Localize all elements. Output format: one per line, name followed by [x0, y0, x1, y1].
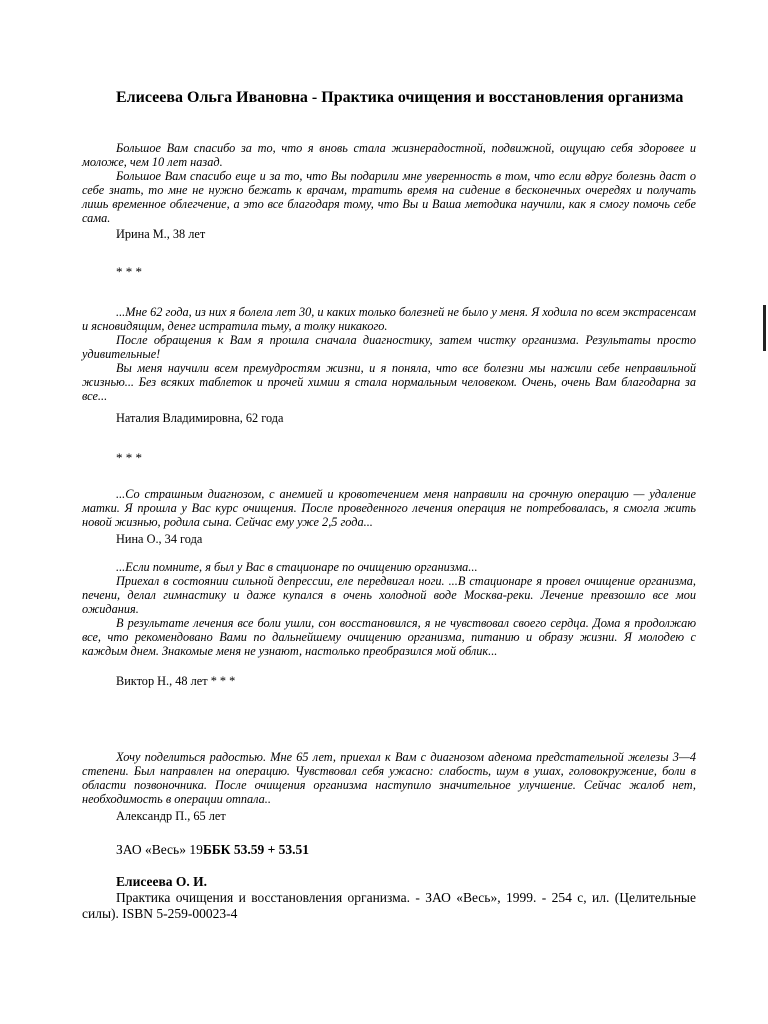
document-title: Елисеева Ольга Ивановна - Практика очищения и восстановления организма [116, 89, 684, 106]
testimonial-signature: Нина О., 34 года [116, 532, 203, 546]
testimonial-2 [82, 305, 696, 425]
page-edge-mark [763, 305, 766, 351]
testimonial-paragraph: ...Мне 62 года, из них я болела лет 30, и каких только болезней не было у меня. Я ходила по всем экстрасенсам и ясновидящим, денег истратила тьму, а толку никакого. [82, 305, 696, 333]
testimonial-paragraph: Большое Вам спасибо за то, что я вновь стала жизнерадостной, подвижной, ощущаю себя здоровее и моложе, чем 10 лет назад. [82, 141, 696, 169]
testimonial-3 [82, 487, 696, 546]
testimonial-paragraph: После обращения к Вам я прошла сначала диагностику, затем чистку организма. Результаты просто удивительные! [82, 333, 696, 361]
section-separator: * * * [116, 450, 142, 465]
testimonial-4 [82, 560, 696, 688]
testimonial-paragraph: Большое Вам спасибо еще и за то, что Вы подарили мне уверенность в том, что если вдруг болезнь даст о себе знать, то мне не нужно бежать к врачам, тратить время на сидение в бесконечных очередях и получать лишь временное облегчение, а это все благодаря тому, что Вы и Ваша методика научили, как я смогу помочь себе сама. [82, 169, 696, 225]
bbk-classification: ББК 53.59 + 53.51 [202, 842, 310, 857]
book-description: Практика очищения и восстановления организма. - ЗАО «Весь», 1999. - 254 с, ил. (Целительные силы). ISBN 5-259-00023-4 [82, 890, 696, 921]
book-author: Елисеева О. И. [116, 874, 208, 889]
testimonial-paragraph: В результате лечения все боли ушли, сон восстановился, я не чувствовал своего сердца. Дома я продолжаю все, что рекомендовано Вами по дальнейшему очищению организма, питанию и образу жизни. Я молодею с каждым днем. Знакомые меня не узнают, настолько преобразился мой облик... [82, 616, 696, 658]
testimonial-signature: Ирина М., 38 лет [116, 227, 206, 241]
testimonial-signature: Александр П., 65 лет [116, 809, 226, 823]
testimonial-paragraph: ...Со страшным диагнозом, с анемией и кровотечением меня направили на срочную операцию — удаление матки. Я прошла у Вас курс очищения. После проведенного лечения операция не потребовалась, я смогла жить новой жизнью, родила сына. Сейчас ему уже 2,5 года... [82, 487, 696, 529]
testimonial-signature: Виктор Н., 48 лет * * * [116, 674, 236, 688]
bibliographic-record [82, 874, 696, 922]
testimonial-paragraph: Приехал в состоянии сильной депрессии, еле передвигал ноги. ...В стационаре я провел очищение организма, печени, делал гимнастику и даже купался в очень холодной воде Москва-реки. Лечение превзошло все мои ожидания. [82, 574, 696, 616]
section-separator: * * * [116, 264, 142, 279]
testimonial-signature: Наталия Владимировна, 62 года [116, 411, 284, 425]
testimonial-5 [82, 750, 696, 823]
publisher-name: ЗАО «Весь» 19 [116, 842, 203, 857]
testimonial-1 [82, 141, 696, 241]
testimonial-paragraph: Хочу поделиться радостью. Мне 65 лет, приехал к Вам с диагнозом аденома предстательной железы 3—4 степени. Был направлен на операцию. Чувствовал себя ужасно: слабость, шум в ушах, головокружение, боли в области позвоночника. После очищения организма наступило значительное улучшение. Сейчас жалоб нет, необходимость в операции отпала.. [82, 750, 696, 806]
publisher-line [82, 842, 696, 858]
testimonial-paragraph: Вы меня научили всем премудростям жизни, и я поняла, что все болезни мы нажили себе неправильной жизнью... Без всяких таблеток и прочей химии я стала нормальным человеком. Очень, очень Вам благодарна за все... [82, 361, 696, 403]
testimonial-paragraph: ...Если помните, я был у Вас в стационаре по очищению организма... [116, 560, 478, 574]
